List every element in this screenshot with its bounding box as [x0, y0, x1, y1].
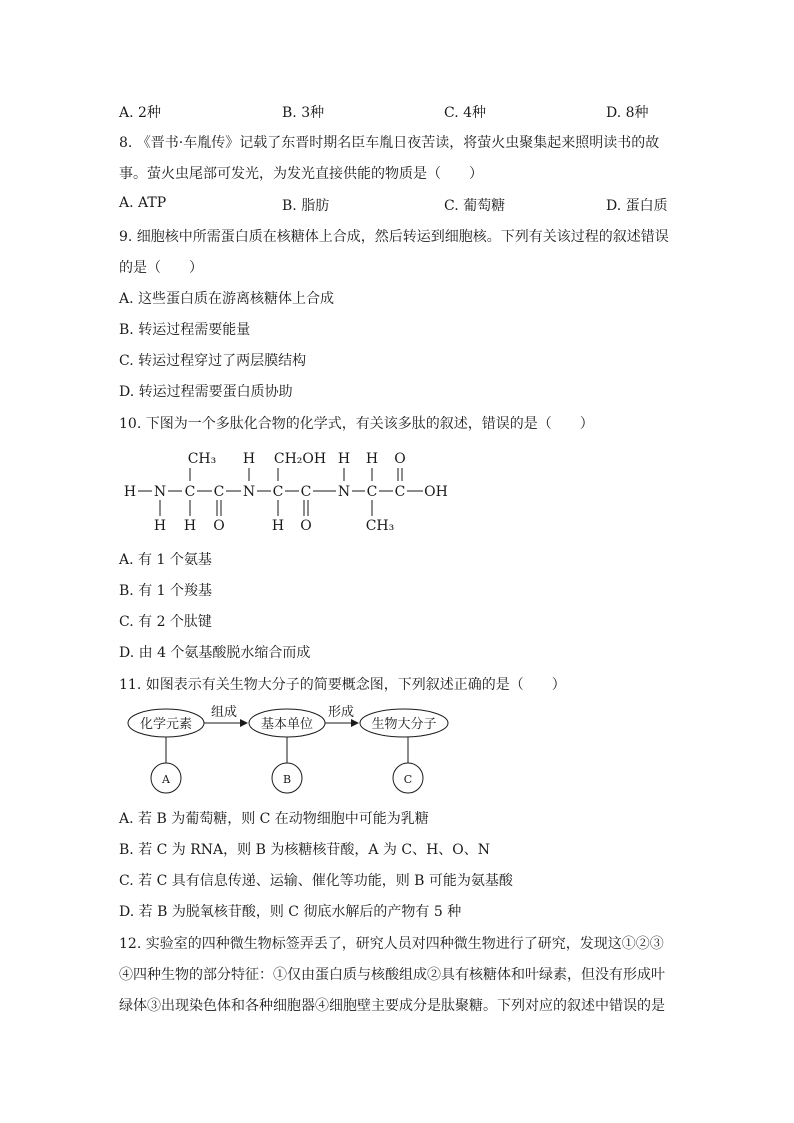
- edge-form-label: 形成: [327, 705, 355, 720]
- atom-c6: C: [394, 484, 406, 500]
- atom-c2: C: [213, 484, 225, 500]
- node-chemical-elements-label: 化学元素: [139, 717, 193, 732]
- q7-option-b: B. 3种: [282, 105, 325, 121]
- q11-option-b: B. 若 C 为 RNA，则 B 为核糖核苷酸，A 为 C、H、O、N: [119, 842, 490, 858]
- q9-option-b: B. 转运过程需要能量: [119, 322, 251, 338]
- atom-n1: N: [153, 484, 167, 500]
- circle-a-label: A: [162, 773, 170, 786]
- q11-stem: 11. 如图表示有关生物大分子的简要概念图，下列叙述正确的是（ ）: [119, 677, 566, 693]
- q8-option-c: C. 葡萄糖: [444, 198, 506, 214]
- q12-stem-line3: 绿体③出现染色体和各种细胞器④细胞壁主要成分是肽聚糖。下列对应的叙述中错误的是: [119, 998, 665, 1014]
- top-h3: H: [365, 451, 379, 467]
- q10-option-d: D. 由 4 个氨基酸脱水缩合而成: [119, 645, 311, 661]
- q11-option-a: A. 若 B 为葡萄糖，则 C 在动物细胞中可能为乳糖: [119, 811, 429, 827]
- bottom-h1: H: [153, 518, 167, 534]
- top-h1: H: [242, 451, 256, 467]
- atom-c5: C: [366, 484, 378, 500]
- bottom-h2: H: [183, 518, 197, 534]
- top-o: O: [394, 451, 406, 467]
- q7-option-c: C. 4种: [444, 105, 487, 121]
- atom-n2: N: [242, 484, 256, 500]
- q12-stem-line2: ④四种生物的部分特征：①仅由蛋白质与核酸组成②具有核糖体和叶绿素，但没有形成叶: [119, 967, 665, 983]
- polypeptide-structural-formula: [118, 444, 458, 540]
- q8-option-a: A. ATP: [119, 195, 167, 211]
- q9-stem-line2: 的是（ ）: [119, 260, 203, 276]
- q8-stem-line1: 8. 《晋书·车胤传》记载了东晋时期名臣车胤日夜苦读，将萤火虫聚集起来照明读书的故: [119, 135, 660, 151]
- atom-oh: OH: [424, 484, 448, 500]
- atom-h-left: H: [123, 484, 137, 500]
- top-ch3: CH₃: [187, 451, 217, 467]
- atom-c3: C: [272, 484, 284, 500]
- bottom-o2: O: [300, 518, 312, 534]
- q9-stem-line1: 9. 细胞核中所需蛋白质在核糖体上合成，然后转运到细胞核。下列有关该过程的叙述错误: [119, 229, 669, 245]
- macromolecule-concept-diagram: [126, 703, 456, 799]
- q10-option-c: C. 有 2 个肽键: [119, 614, 212, 630]
- node-basic-unit-label: 基本单位: [260, 717, 314, 732]
- q7-option-d: D. 8种: [606, 105, 649, 121]
- q8-option-d: D. 蛋白质: [606, 198, 668, 214]
- circle-b-label: B: [282, 773, 292, 786]
- top-ch2oh: CH₂OH: [273, 451, 327, 467]
- atom-n3: N: [337, 484, 351, 500]
- bottom-h3: H: [271, 518, 285, 534]
- q11-option-c: C. 若 C 具有信息传递、运输、催化等功能，则 B 可能为氨基酸: [119, 873, 513, 889]
- q7-option-a: A. 2种: [119, 105, 161, 121]
- q9-option-a: A. 这些蛋白质在游离核糖体上合成: [119, 291, 335, 307]
- atom-c1: C: [184, 484, 196, 500]
- top-h2: H: [337, 451, 351, 467]
- q9-option-d: D. 转运过程需要蛋白质协助: [119, 384, 293, 400]
- node-macromolecule-label: 生物大分子: [371, 717, 437, 732]
- q9-option-c: C. 转运过程穿过了两层膜结构: [119, 353, 307, 369]
- q10-option-b: B. 有 1 个羧基: [119, 583, 212, 599]
- bottom-o1: O: [213, 518, 225, 534]
- atom-c4: C: [300, 484, 312, 500]
- q10-stem: 10. 下图为一个多肽化合物的化学式，有关该多肽的叙述，错误的是（ ）: [119, 416, 594, 432]
- q12-stem-line1: 12. 实验室的四种微生物标签弄丢了，研究人员对四种微生物进行了研究，发现这①②③: [119, 936, 664, 952]
- q10-option-a: A. 有 1 个氨基: [119, 552, 212, 568]
- q11-option-d: D. 若 B 为脱氧核苷酸，则 C 彻底水解后的产物有 5 种: [119, 904, 462, 920]
- bottom-ch3: CH₃: [365, 518, 395, 534]
- q8-option-b: B. 脂肪: [282, 198, 330, 214]
- circle-c-label: C: [403, 773, 413, 786]
- edge-compose-label: 组成: [210, 705, 238, 720]
- q8-stem-line2: 事。萤火虫尾部可发光，为发光直接供能的物质是（ ）: [119, 166, 483, 182]
